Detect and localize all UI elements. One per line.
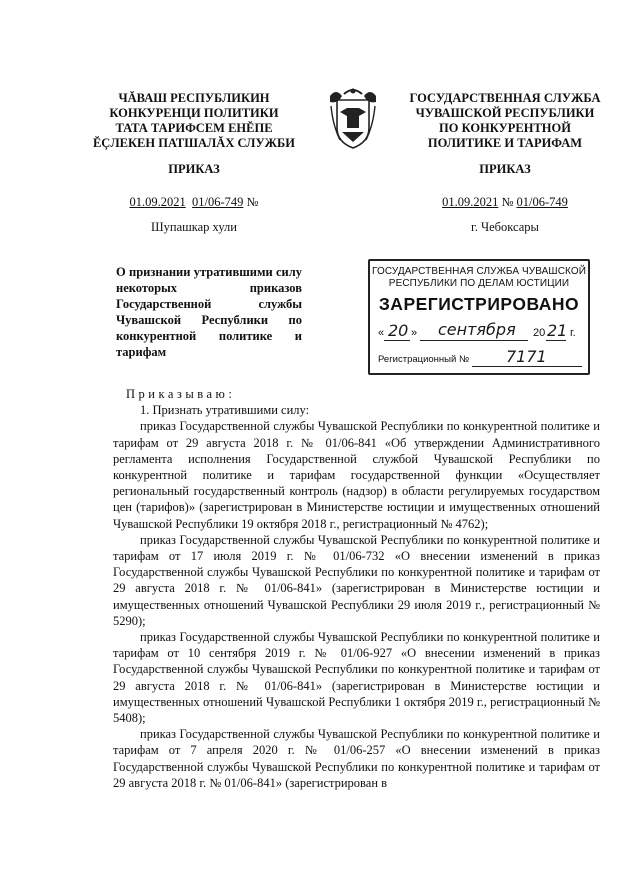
city-left: Шупашкар хули [151,220,237,234]
stamp-underline [472,366,582,367]
order-number: 01/06-749 [516,195,568,209]
header-right [392,91,618,151]
document-title: О признании утратившими силу некоторых приказов Государственной службы Чувашской Республики по конкурентной политике и тарифам [116,265,302,359]
header-left-line: КОНКУРЕНЦИ ПОЛИТИКИ [109,106,279,120]
stamp-underline [420,340,528,341]
number-sign: № [501,195,514,209]
header-left-line: ЧĂВАШ РЕСПУБЛИКИН [118,91,270,105]
body-paragraph: приказ Государственной службы Чувашской Республики по конкурентной политике и тарифам от 17 июля 2019 г. № 01/06-732 «О внесении изменений в приказ Государственной службы Чувашской Республики по конкурентной политике и тарифам от 29 августа 2018 г. № 01/06-841» (зарегистрирован в Министерстве юстиции и имущественных отношений Чувашской Республики 29 июля 2019 г., регистрационный № 5290); [113,532,600,628]
body-paragraph: приказ Государственной службы Чувашской Республики по конкурентной политике и тарифам от 7 апреля 2020 г. № 01/06-257 «О внесении изменений в приказ Государственной службы Чувашской Республики по конкурентной политике и тарифам от 29 августа 2018 г. № 01/06-841» (зарегистрирован в [113,727,600,790]
stamp-date-row [378,320,582,343]
date-number-left [78,195,310,210]
stamp-quote-open: « [378,327,385,339]
header-left-line: ĔÇЛЕКЕН ПАТШАЛĂХ СЛУЖБИ [92,136,296,150]
stamp-reg-number: 7171 [506,347,547,366]
document-body [113,386,600,791]
header-left-line: ТАТА ТАРИФСЕМ ЕНĔПЕ [115,121,273,135]
header-right-line: ПО КОНКУРЕНТНОЙ [439,121,571,135]
order-word-left: ПРИКАЗ [168,162,220,176]
order-number: 01/06-749 [192,195,244,209]
stamp-day: 20 [388,321,409,340]
order-date: 01.09.2021 [442,195,499,209]
stamp-month: сентября [438,320,516,339]
stamp-underline [384,340,410,341]
city-right: г. Чебоксары [471,220,539,234]
order-word-right: ПРИКАЗ [479,162,531,176]
header-right-line: ЧУВАШСКОЙ РЕСПУБЛИКИ [415,106,595,120]
header-right-line: ПОЛИТИКЕ И ТАРИФАМ [427,136,583,150]
number-sign: № [246,195,259,209]
item-one: 1. Признать утратившими силу: [140,403,310,418]
header-right-line: ГОСУДАРСТВЕННАЯ СЛУЖБА [409,91,601,105]
body-paragraph: приказ Государственной службы Чувашской Республики по конкурентной политике и тарифам от 10 сентября 2019 г. № 01/06-927 «О внесении изменений в приказ Государственной службы Чувашской Республики по конкурентной политике и тарифам от 29 августа 2018 г. № 01/06-841» (зарегистрирован в Министерстве юстиции и имущественных отношений Чувашской Республики 1 октября 2019 г., регистрационный № 5408); [113,630,600,726]
stamp-registered: ЗАРЕГИСТРИРОВАНО [378,294,580,314]
order-date: 01.09.2021 [129,195,186,209]
intro-line: Приказываю: [126,387,236,401]
stamp-underline [546,340,566,341]
stamp-year-unit: г. [570,327,576,339]
stamp-reg-row [378,349,582,369]
stamp-org-line: РЕСПУБЛИКИ ПО ДЕЛАМ ЮСТИЦИИ [388,278,570,289]
header-left [78,91,310,151]
stamp-org-line: ГОСУДАРСТВЕННАЯ СЛУЖБА ЧУВАШСКОЙ [372,266,586,277]
date-number-right [392,195,618,210]
body-paragraph: приказ Государственной службы Чувашской Республики по конкурентной политике и тарифам от 29 августа 2018 г. № 01/06-841 «Об утверждении Административного регламента исполнения Государственной службой Чувашской Республики по конкурентной политике и тарифам государственной функции «Осуществляет региональный государственный контроль (надзор) в области регулируемых государством цен (тарифов)» (зарегистрирован в Министерстве юстиции и имущественных отношений Чувашской Республики 19 октября 2018 г., регистрационный № 4762); [113,419,600,531]
chuvash-coat-of-arms-icon [328,86,378,152]
registration-stamp [368,259,590,375]
stamp-year-suffix: 21 [547,321,568,340]
stamp-year-prefix: 20 [533,327,546,339]
stamp-quote-close: » [411,327,418,339]
stamp-reg-label: Регистрационный № [378,354,470,365]
